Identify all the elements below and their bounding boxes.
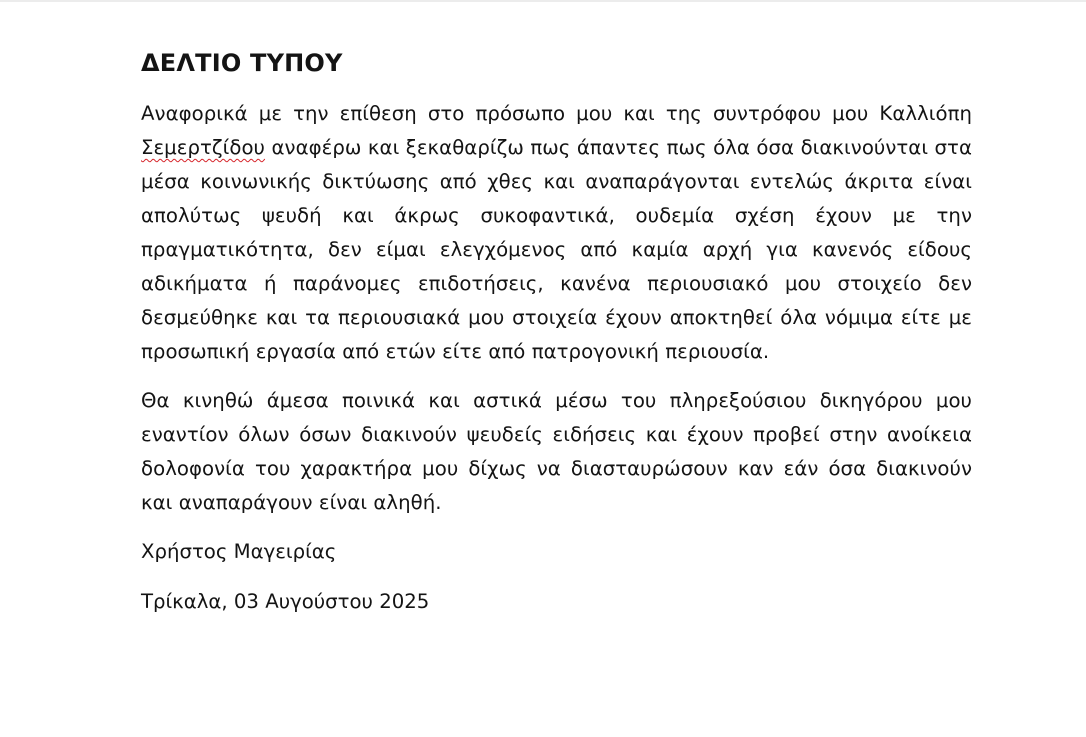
- signature-name: Χρήστος Μαγειρίας: [141, 540, 337, 563]
- document-title: ΔΕΛΤΙΟ ΤΥΠΟΥ: [141, 49, 343, 77]
- body-paragraph-2: Θα κινηθώ άμεσα ποινικά και αστικά μέσω του πληρεξούσιου δικηγόρου μου εναντίον όλων όσων διακινούν ψευδείς ειδήσεις και έχουν προβεί στην ανοίκεια δολοφονία του χαρακτήρα μου δίχως να διασταυρώσουν καν εάν όσα διακινούν και αναπαράγουν είναι αληθή.: [141, 389, 972, 514]
- body-paragraph-1: [141, 97, 972, 369]
- paragraph-1-text-start: Αναφορικά με την επίθεση στο πρόσωπο μου και της συντρόφου μου Καλλιόπη: [141, 102, 972, 125]
- paragraph-1-text-end: αναφέρω και ξεκαθαρίζω πως άπαντες πως όλα όσα διακινούνται στα μέσα κοινωνικής δικτύωσης από χθες και αναπαράγονται εντελώς άκριτα είναι απολύτως ψευδή και άκρως συκοφαντικά, ουδεμία σχέση έχουν με την πραγματικότητα, δεν είμαι ελεγχόμενος από καμία αρχή για κανενός είδους αδικήματα ή παράνομες επιδοτήσεις, κανένα περιουσιακό μου στοιχείο δεν δεσμεύθηκε και τα περιουσιακά μου στοιχεία έχουν αποκτηθεί όλα νόμιμα είτε με προσωπική εργασία από ετών είτε από πατρογονική περιουσία.: [141, 136, 972, 363]
- spellcheck-marked-word[interactable]: Σεμερτζίδου: [141, 136, 266, 159]
- top-border-line: [0, 0, 1086, 2]
- place-and-date: Τρίκαλα, 03 Αυγούστου 2025: [141, 590, 430, 613]
- document-page: [141, 44, 972, 635]
